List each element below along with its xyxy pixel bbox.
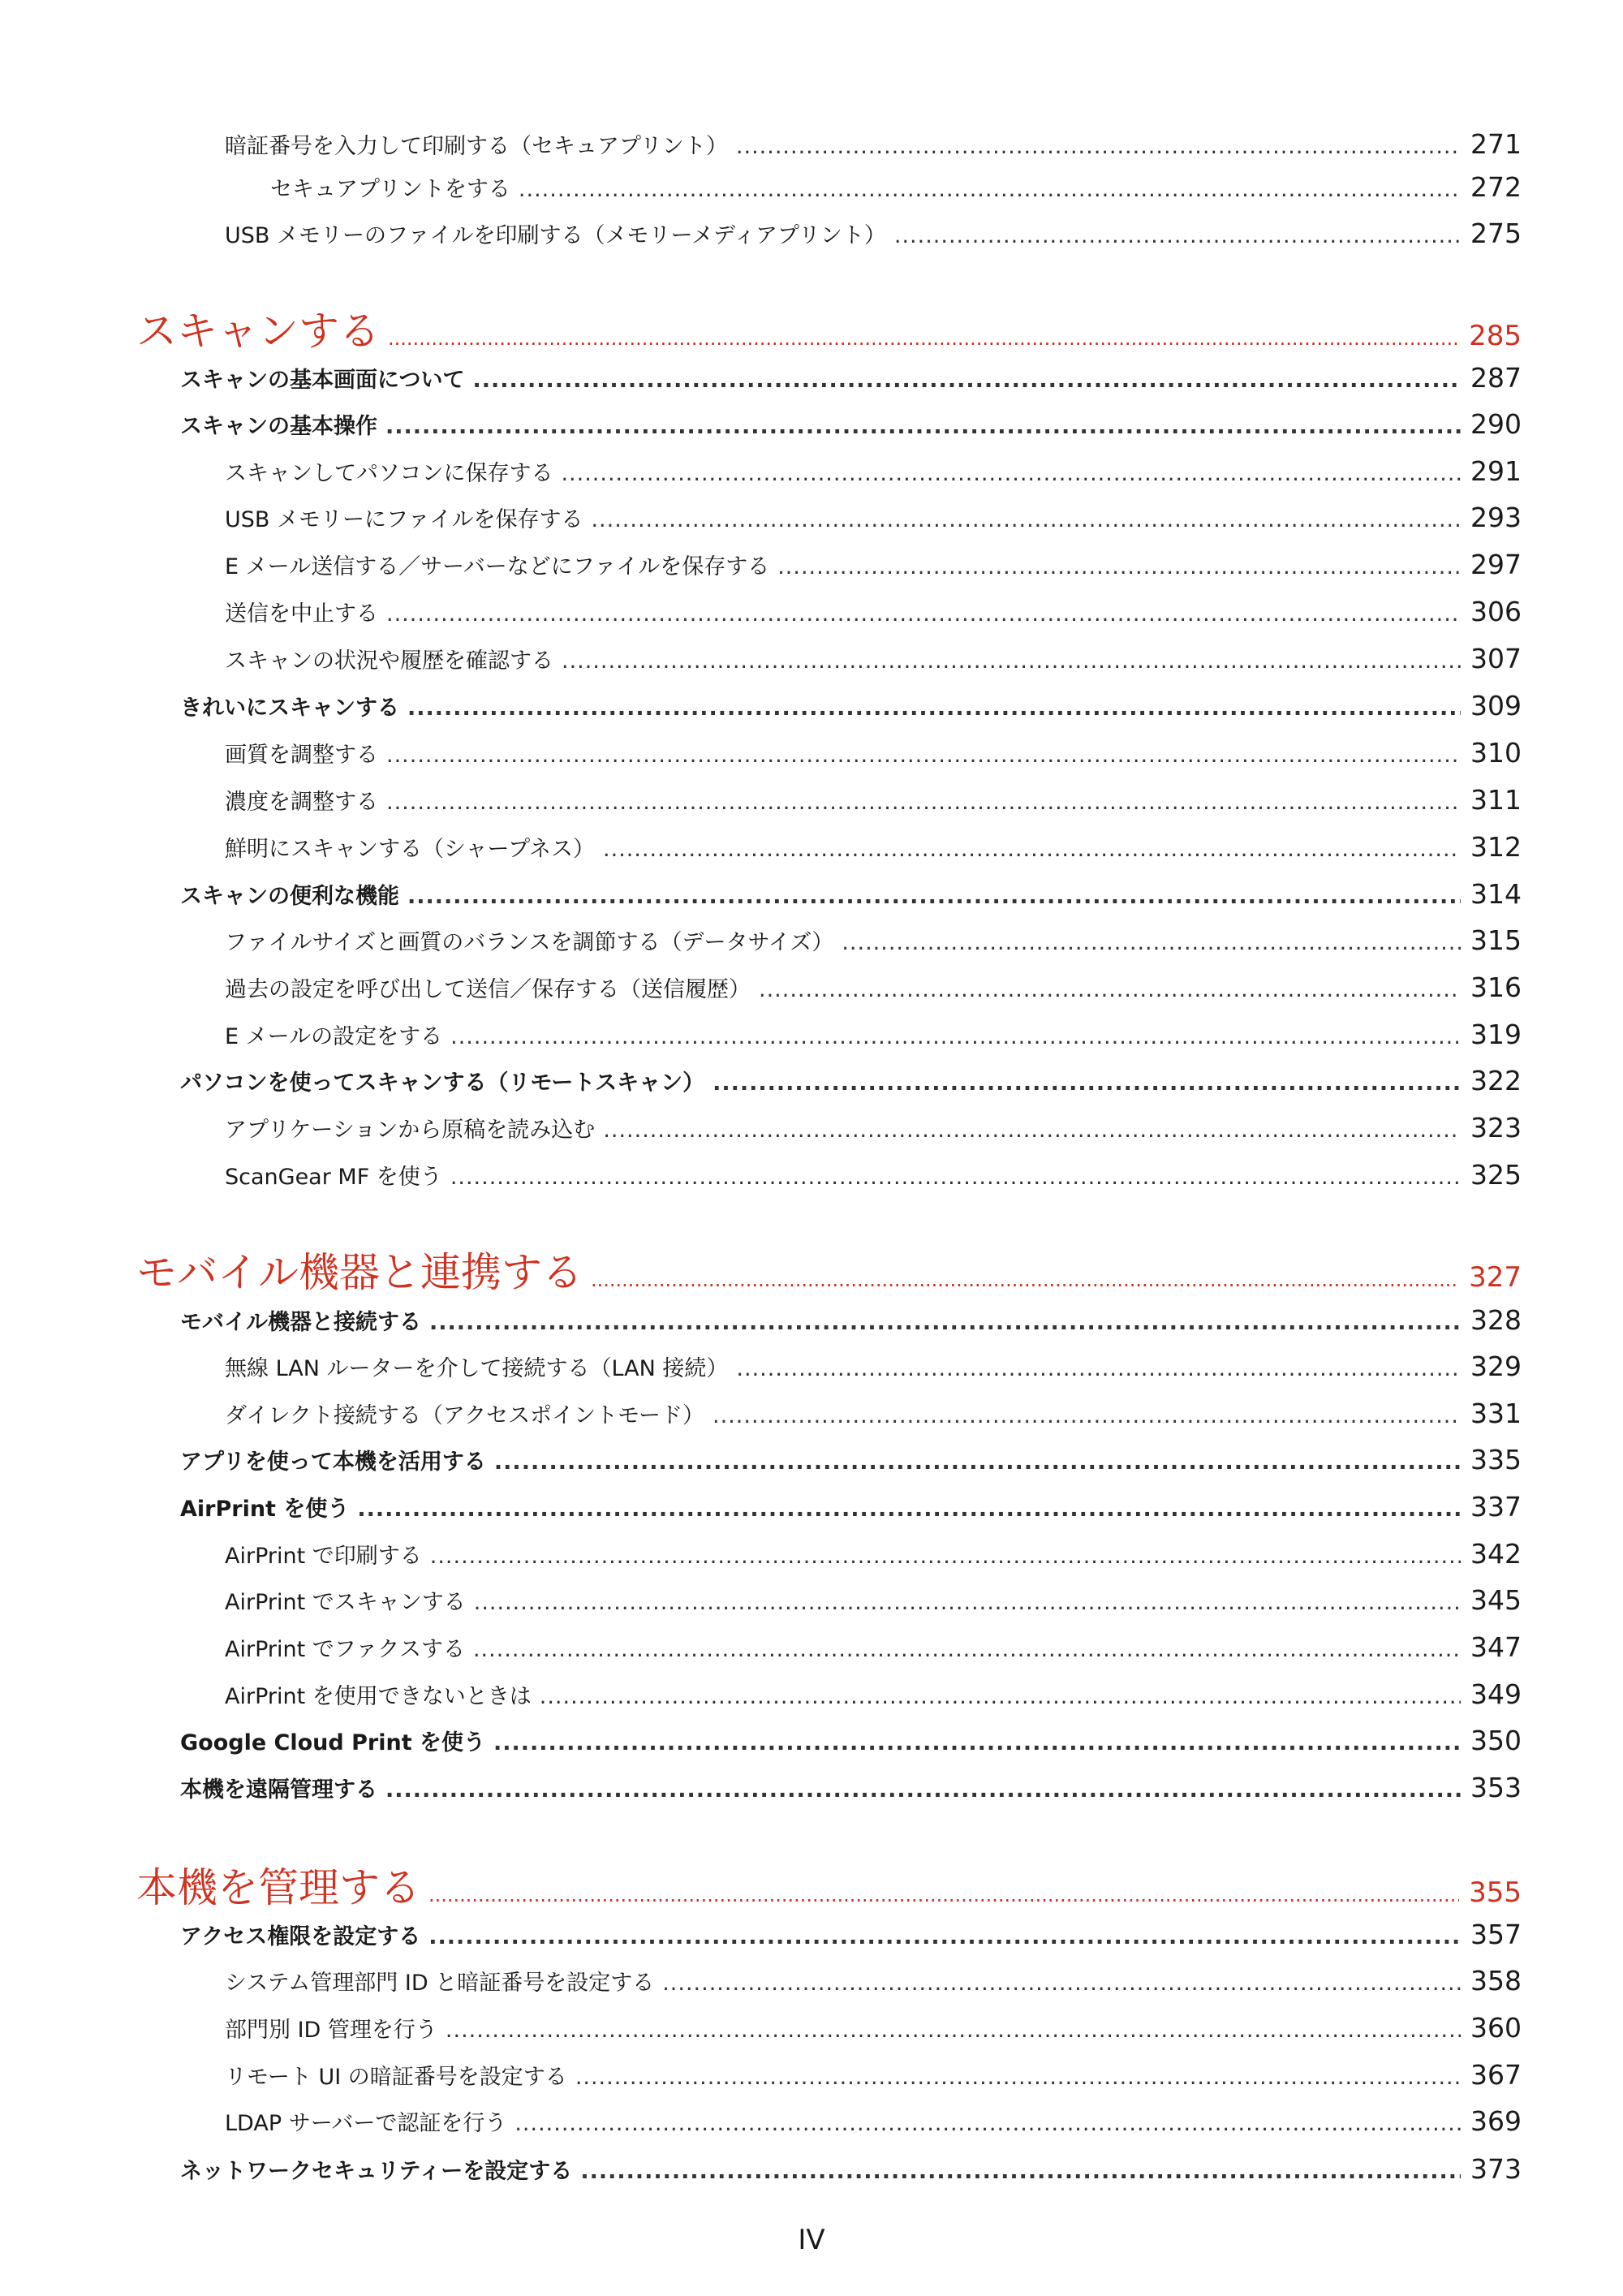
toc-entry[interactable] <box>180 1919 1522 1950</box>
dot-leader <box>736 1356 1461 1381</box>
toc-entry-page: 373 <box>1470 2153 1522 2185</box>
toc-entry-page: 297 <box>1470 549 1522 580</box>
dot-leader <box>662 1971 1461 1996</box>
dot-leader <box>894 223 1461 248</box>
dot-leader <box>450 1165 1461 1190</box>
toc-entry-page: 310 <box>1470 737 1522 769</box>
dot-leader <box>493 1730 1461 1755</box>
toc-entry[interactable] <box>180 1772 1522 1803</box>
dot-leader <box>388 327 1459 350</box>
toc-entry[interactable] <box>225 2105 1522 2137</box>
toc-entry-page: 275 <box>1470 218 1522 249</box>
dot-leader <box>450 1024 1461 1049</box>
toc-entry-title: AirPrint で印刷する <box>225 1544 422 1569</box>
toc-entry[interactable] <box>225 971 1522 1003</box>
toc-entry-page: 357 <box>1470 1919 1522 1950</box>
toc-entry-title: USB メモリーにファイルを保存する <box>225 507 583 532</box>
toc-entry-title: 過去の設定を呼び出して送信／保存する（送信履歴） <box>225 977 751 1002</box>
toc-entry[interactable] <box>225 643 1522 674</box>
toc-entry-page: 350 <box>1470 1725 1522 1756</box>
toc-entry-page: 319 <box>1470 1019 1522 1050</box>
toc-entry-title: Google Cloud Print を使う <box>180 1730 486 1755</box>
toc-entry[interactable] <box>225 1631 1522 1663</box>
toc-entry-page: 315 <box>1470 924 1522 956</box>
toc-entry[interactable] <box>225 924 1522 956</box>
toc-entry[interactable] <box>225 784 1522 816</box>
toc-entry-title: ネットワークセキュリティーを設定する <box>180 2159 573 2184</box>
toc-entry-title: セキュアプリントをする <box>270 177 510 202</box>
dot-leader <box>540 1684 1461 1709</box>
toc-entry-title: 画質を調整する <box>225 743 378 768</box>
toc-entry-page: 329 <box>1470 1350 1522 1382</box>
toc-entry-title: リモート UI の暗証番号を設定する <box>225 2065 567 2090</box>
dot-leader <box>446 2018 1461 2043</box>
dot-leader <box>575 2065 1461 2090</box>
toc-entry-page: 272 <box>1470 171 1522 203</box>
toc-entry-page: 367 <box>1470 2059 1522 2091</box>
toc-entry-title: E メール送信する／サーバーなどにファイルを保存する <box>225 554 770 579</box>
toc-entry-title: 送信を中止する <box>225 601 378 627</box>
toc-entry-page: 349 <box>1470 1678 1522 1710</box>
toc-entry[interactable] <box>225 1350 1522 1382</box>
toc-entry-title: スキャンする <box>136 308 380 355</box>
toc-entry-page: 355 <box>1469 1876 1522 1909</box>
toc-entry-title: AirPrint でファクスする <box>225 1637 465 1662</box>
toc-entry[interactable] <box>180 1304 1522 1336</box>
toc-entry-page: 337 <box>1470 1491 1522 1523</box>
toc-entry[interactable] <box>225 1112 1522 1144</box>
toc-entry[interactable] <box>180 1065 1522 1096</box>
toc-entry-page: 322 <box>1470 1065 1522 1096</box>
toc-entry-title: LDAP サーバーで認証を行う <box>225 2111 507 2136</box>
dot-leader <box>603 837 1461 862</box>
toc-entry-title: E メールの設定をする <box>225 1024 443 1049</box>
toc-entry-title: 部門別 ID 管理を行う <box>225 2018 437 2043</box>
toc-entry-title: AirPrint でスキャンする <box>225 1590 466 1615</box>
toc-entry[interactable] <box>225 2012 1522 2044</box>
toc-entry-page: 353 <box>1470 1772 1522 1803</box>
toc-entry-title: 無線 LAN ルーターを介して接続する（LAN 接続） <box>225 1356 729 1381</box>
toc-entry[interactable] <box>225 1678 1522 1710</box>
toc-entry-page: 285 <box>1469 320 1522 352</box>
toc-entry[interactable] <box>225 1019 1522 1050</box>
toc-entry[interactable] <box>225 1584 1522 1616</box>
toc-entry-title: 本機を遠隔管理する <box>180 1777 377 1803</box>
toc-entry[interactable] <box>180 1444 1522 1475</box>
toc-entry-page: 316 <box>1470 971 1522 1003</box>
dot-leader <box>519 177 1461 202</box>
toc-entry-page: 347 <box>1470 1631 1522 1663</box>
toc-entry[interactable] <box>180 878 1522 910</box>
toc-entry[interactable] <box>225 128 1522 160</box>
dot-leader <box>712 1403 1461 1428</box>
toc-entry[interactable] <box>180 408 1522 440</box>
toc-entry[interactable] <box>225 549 1522 580</box>
dot-leader <box>603 1118 1461 1143</box>
toc-entry-title: 濃度を調整する <box>225 790 378 815</box>
dot-leader <box>842 930 1461 955</box>
toc-entry[interactable] <box>180 1491 1522 1523</box>
toc-entry-title: 鮮明にスキャンする（シャープネス） <box>225 837 596 862</box>
toc-entry-title: アプリケーションから原稿を読み込む <box>225 1118 596 1143</box>
toc-entry[interactable] <box>180 2153 1522 2185</box>
dot-leader <box>562 648 1461 674</box>
dot-leader <box>386 743 1461 768</box>
toc-entry[interactable] <box>225 2059 1522 2091</box>
toc-entry[interactable] <box>180 1725 1522 1756</box>
toc-entry-page: 327 <box>1469 1261 1522 1294</box>
toc-entry[interactable] <box>270 171 1522 203</box>
toc-entry-title: スキャンの基本画面について <box>180 368 465 393</box>
toc-entry-page: 331 <box>1470 1398 1522 1429</box>
dot-leader <box>474 1590 1461 1615</box>
toc-entry-title: ScanGear MF を使う <box>225 1165 442 1190</box>
dot-leader <box>759 977 1461 1002</box>
toc-entry-page: 287 <box>1470 362 1522 394</box>
dot-leader <box>473 1637 1461 1662</box>
toc-entry-page: 335 <box>1470 1444 1522 1475</box>
dot-leader <box>712 1070 1461 1096</box>
toc-entry-title: スキャンの便利な機能 <box>180 884 399 909</box>
dot-leader <box>591 507 1461 532</box>
toc-entry[interactable] <box>180 690 1522 722</box>
toc-entry-page: 306 <box>1470 596 1522 627</box>
toc-entry-page: 309 <box>1470 690 1522 722</box>
toc-entry-title: USB メモリーのファイルを印刷する（メモリーメディアプリント） <box>225 223 886 248</box>
toc-entry-page: 293 <box>1470 502 1522 533</box>
toc-entry[interactable] <box>225 218 1522 249</box>
toc-entry[interactable] <box>225 1538 1522 1570</box>
toc-entry-page: 358 <box>1470 1965 1522 1997</box>
toc-entry-title: スキャンの状況や履歴を確認する <box>225 648 553 674</box>
toc-entry-title: きれいにスキャンする <box>180 696 399 721</box>
dot-leader <box>428 1924 1461 1949</box>
dot-leader <box>591 1269 1459 1291</box>
toc-entry-title: 本機を管理する <box>136 1864 420 1911</box>
toc-entry[interactable] <box>225 1965 1522 1997</box>
dot-leader <box>472 368 1461 393</box>
toc-entry-page: 345 <box>1470 1584 1522 1616</box>
dot-leader <box>386 790 1461 815</box>
toc-entry-title: パソコンを使ってスキャンする（リモートスキャン） <box>180 1070 705 1096</box>
toc-entry-page: 271 <box>1470 128 1522 160</box>
dot-leader <box>428 1884 1459 1906</box>
toc-entry-page: 360 <box>1470 2012 1522 2044</box>
toc-entry-page: 369 <box>1470 2105 1522 2137</box>
dot-leader <box>736 134 1461 159</box>
toc-entry-page: 328 <box>1470 1304 1522 1336</box>
toc-entry-page: 342 <box>1470 1538 1522 1570</box>
toc-entry-page: 307 <box>1470 643 1522 674</box>
dot-leader <box>494 1450 1461 1475</box>
toc-entry-title: ダイレクト接続する（アクセスポイントモード） <box>225 1403 705 1428</box>
toc-entry[interactable] <box>225 455 1522 487</box>
toc-entry-title: モバイル機器と接続する <box>180 1310 421 1335</box>
toc-entry-title: アプリを使って本機を活用する <box>180 1450 486 1475</box>
toc-entry-page: 312 <box>1470 831 1522 863</box>
toc-entry-page: 290 <box>1470 408 1522 440</box>
dot-leader <box>561 461 1461 486</box>
toc-entry[interactable] <box>225 596 1522 627</box>
dot-leader <box>429 1310 1461 1335</box>
toc-entry-title: スキャンしてパソコンに保存する <box>225 461 553 486</box>
toc-chapter-heading[interactable] <box>136 1240 1522 1299</box>
toc-entry-page: 325 <box>1470 1159 1522 1191</box>
dot-leader <box>386 601 1461 627</box>
toc-entry[interactable] <box>180 362 1522 394</box>
toc-chapter-heading[interactable] <box>136 1855 1522 1914</box>
toc-entry-title: AirPrint を使う <box>180 1497 350 1522</box>
toc-entry-page: 291 <box>1470 455 1522 487</box>
dot-leader <box>407 696 1461 721</box>
toc-entry-page: 311 <box>1470 784 1522 816</box>
dot-leader <box>407 884 1461 909</box>
toc-entry-page: 314 <box>1470 878 1522 910</box>
toc-chapter-heading[interactable] <box>136 299 1522 357</box>
toc-entry-title: ファイルサイズと画質のバランスを調節する（データサイズ） <box>225 930 834 955</box>
dot-leader <box>580 2159 1461 2184</box>
dot-leader <box>777 554 1461 579</box>
dot-leader <box>357 1497 1461 1522</box>
dot-leader <box>385 1777 1461 1803</box>
toc-entry-title: システム管理部門 ID と暗証番号を設定する <box>225 1971 655 1996</box>
toc-entry-title: AirPrint を使用できないときは <box>225 1684 532 1709</box>
toc-entry[interactable] <box>225 831 1522 863</box>
dot-leader <box>430 1544 1461 1569</box>
dot-leader <box>514 2111 1461 2136</box>
dot-leader <box>385 414 1461 439</box>
toc-entry-page: 323 <box>1470 1112 1522 1144</box>
toc-entry[interactable] <box>225 737 1522 769</box>
toc-entry-title: アクセス権限を設定する <box>180 1924 421 1949</box>
toc-entry-title: スキャンの基本操作 <box>180 414 377 439</box>
toc-entry-title: 暗証番号を入力して印刷する（セキュアプリント） <box>225 134 728 159</box>
toc-entry[interactable] <box>225 502 1522 533</box>
toc-entry-title: モバイル機器と連携する <box>136 1249 583 1296</box>
toc-entry[interactable] <box>225 1398 1522 1429</box>
toc-entry[interactable] <box>225 1159 1522 1191</box>
page-number: IV <box>798 2224 825 2256</box>
